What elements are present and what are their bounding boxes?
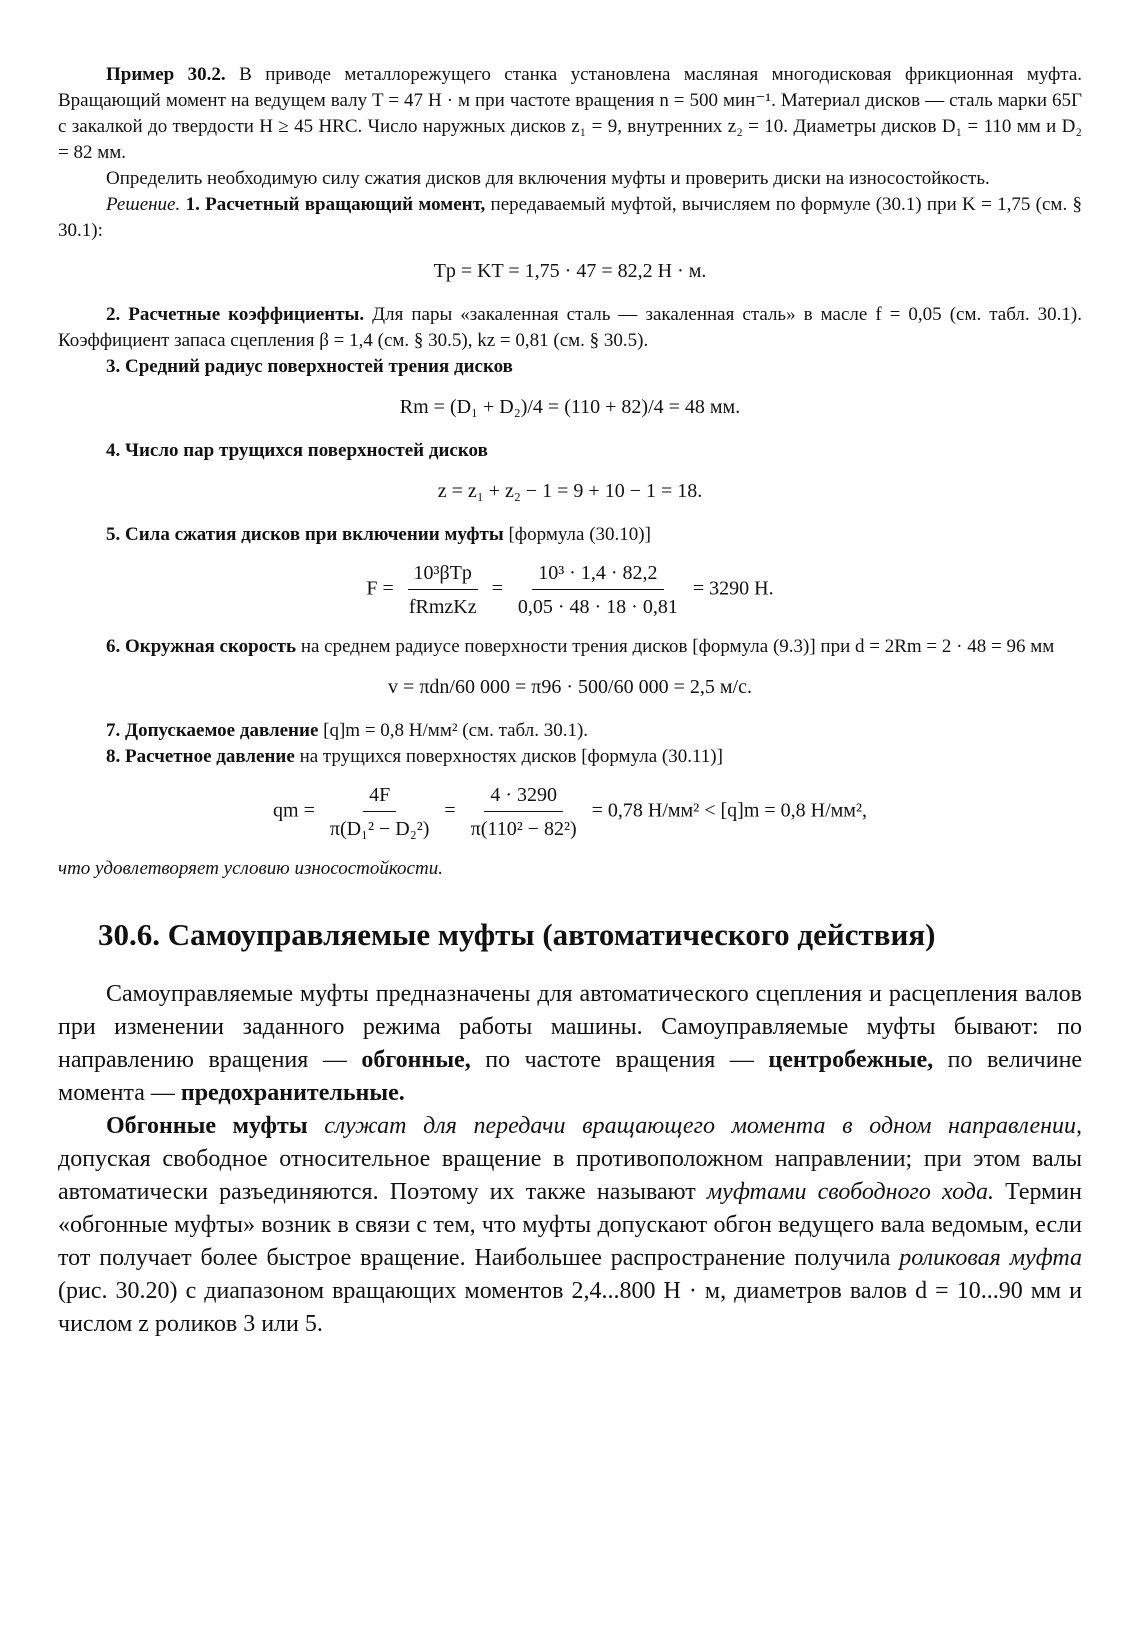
force-denominator-numeric: 0,05 · 48 · 18 · 0,81 — [517, 596, 678, 618]
p1-bold-safety: предохранительные. — [180, 1080, 405, 1106]
force-result: = 3290 Н. — [692, 577, 774, 600]
force-numerator-numeric: 10³ · 1,4 · 82,2 — [532, 560, 663, 590]
step3-paragraph — [58, 354, 1082, 380]
conclusion: что удовлетворяет условию износостойкости. — [58, 858, 443, 879]
step7-text: [q]m = 0,8 Н/мм² (см. табл. 30.1). — [323, 720, 589, 741]
pressure-denominator-symbolic: π(D₁² − D₂²) — [329, 818, 430, 840]
step5-paragraph — [58, 522, 1082, 548]
document-page — [58, 62, 1082, 1341]
formula-pairs: z = z₁ + z₂ − 1 = 9 + 10 − 1 = 18. — [437, 480, 703, 502]
pressure-denominator-numeric: π(110² − 82²) — [470, 818, 577, 840]
step2-text: Для пары «закаленная сталь — закаленная сталь» в масле f = 0,05 (см. табл. 30.1). Коэффициент запаса сцепления β = 1,4 (см. § 30.5), kz = 0,81 (см. § 30.5). — [58, 304, 1082, 351]
step7-title: 7. Допускаемое давление — [106, 720, 319, 741]
p1-text3: по величине момента — — [58, 1047, 1083, 1106]
p2-bold-term: Обгонные муфты — [106, 1113, 308, 1139]
step7-paragraph — [58, 718, 1082, 744]
p2-italic-1: служат для передачи вращающего момента в одном направлении, — [324, 1113, 1082, 1139]
p1-bold-centrifugal: центробежные, — [768, 1047, 934, 1073]
solution-prefix: Решение. — [106, 194, 181, 215]
step8-paragraph — [58, 744, 1082, 770]
pressure-numerator-numeric: 4 · 3290 — [484, 782, 563, 812]
section-heading: 30.6. Самоуправляемые муфты (автоматического действия) — [98, 917, 936, 952]
p2-text2: Термин «обгонные муфты» возник в связи с тем, что муфты допускают обгон ведущего вала ведомым, если тот получает более быстрое вращение. Наибольшее распространение получила — [58, 1179, 1082, 1271]
p2-text1: допуская свободное относительное вращение в противоположном направлении; при этом валы автоматически разъединяются. Поэтому их также называют — [58, 1146, 1082, 1205]
section-paragraph-1 — [58, 978, 1082, 1110]
pressure-lhs: qm = — [273, 799, 315, 822]
p1-bold-overrunning: обгонные, — [361, 1047, 471, 1073]
step6-paragraph — [58, 634, 1082, 660]
formula-torque: Tр = KT = 1,75 · 47 = 82,2 Н · м. — [433, 260, 707, 282]
force-fraction-symbolic — [403, 560, 483, 620]
formula-pressure — [58, 782, 1082, 842]
example-block — [58, 62, 1082, 882]
pressure-fraction-symbolic — [324, 782, 436, 842]
pressure-numerator-symbolic: 4F — [363, 782, 396, 812]
formula-radius: Rm = (D₁ + D₂)/4 = (110 + 82)/4 = 48 мм. — [399, 396, 741, 418]
force-numerator-symbolic: 10³βTр — [408, 560, 478, 590]
force-denominator-symbolic: fRmzKz — [408, 596, 477, 618]
force-fraction-numeric — [512, 560, 684, 620]
formula-velocity: v = πdn/60 000 = π96 · 500/60 000 = 2,5 м/с. — [388, 676, 752, 698]
pressure-equals: = — [444, 799, 456, 822]
step3-title: 3. Средний радиус поверхностей трения дисков — [106, 356, 513, 377]
step6-text: на среднем радиусе поверхности трения дисков [формула (9.3)] при d = 2Rm = 2 · 48 = 96 мм — [300, 636, 1055, 657]
example-text: В приводе металлорежущего станка установлена масляная многодисковая фрикционная муфта. Вращающий момент на ведущем валу T = 47 Н · м при частоте вращения n = 500 мин⁻¹. Материал дисков — сталь марки 65Г с закалкой до твердости H ≥ 45 HRC. Число наружных дисков z₁ = 9, внутренних z₂ = 10. Диаметры дисков D₁ = 110 мм и D₂ = 82 мм. — [58, 64, 1083, 163]
step1-text: передаваемый муфтой, вычисляем по формуле (30.1) при K = 1,75 (см. § 30.1): — [58, 194, 1083, 241]
step8-title: 8. Расчетное давление — [106, 746, 295, 767]
example-paragraph — [58, 62, 1082, 166]
example-label: Пример 30.2. — [106, 64, 226, 85]
p1-text1: Самоуправляемые муфты предназначены для автоматического сцепления и расцепления валов при изменении заданного режима работы машины. Самоуправляемые муфты бывают: по направлению вращения — — [58, 981, 1082, 1073]
pressure-result: = 0,78 Н/мм² < [q]m = 0,8 Н/мм², — [591, 799, 867, 822]
p2-text3: (рис. 30.20) с диапазоном вращающих моментов 2,4...800 Н · м, диаметров валов d = 10...90 мм и числом z роликов 3 или 5. — [58, 1278, 1082, 1337]
section-body — [58, 978, 1082, 1341]
p2-italic-2: муфтами свободного хода. — [706, 1179, 994, 1205]
p1-text2: по частоте вращения — — [485, 1047, 754, 1073]
step5-title: 5. Сила сжатия дисков при включении муфты — [106, 524, 504, 545]
pressure-fraction-numeric — [465, 782, 583, 842]
step6-title: 6. Окружная скорость — [106, 636, 297, 657]
step4-title: 4. Число пар трущихся поверхностей дисков — [106, 440, 488, 461]
step8-text: на трущихся поверхностях дисков [формула (30.11)] — [299, 746, 723, 767]
section-paragraph-2 — [58, 1110, 1082, 1341]
step2-paragraph — [58, 302, 1082, 354]
step5-ref: [формула (30.10)] — [508, 524, 651, 545]
p2-italic-3: роликовая муфта — [899, 1245, 1083, 1271]
step2-title: 2. Расчетные коэффициенты. — [106, 304, 365, 325]
force-lhs: F = — [366, 577, 394, 600]
step1-paragraph — [58, 192, 1082, 244]
formula-force — [58, 560, 1082, 620]
step4-paragraph — [58, 438, 1082, 464]
step1-title: 1. Расчетный вращающий момент, — [185, 194, 486, 215]
force-equals: = — [491, 577, 503, 600]
task-paragraph: Определить необходимую силу сжатия дисков для включения муфты и проверить диски на износостойкость. — [106, 168, 990, 189]
